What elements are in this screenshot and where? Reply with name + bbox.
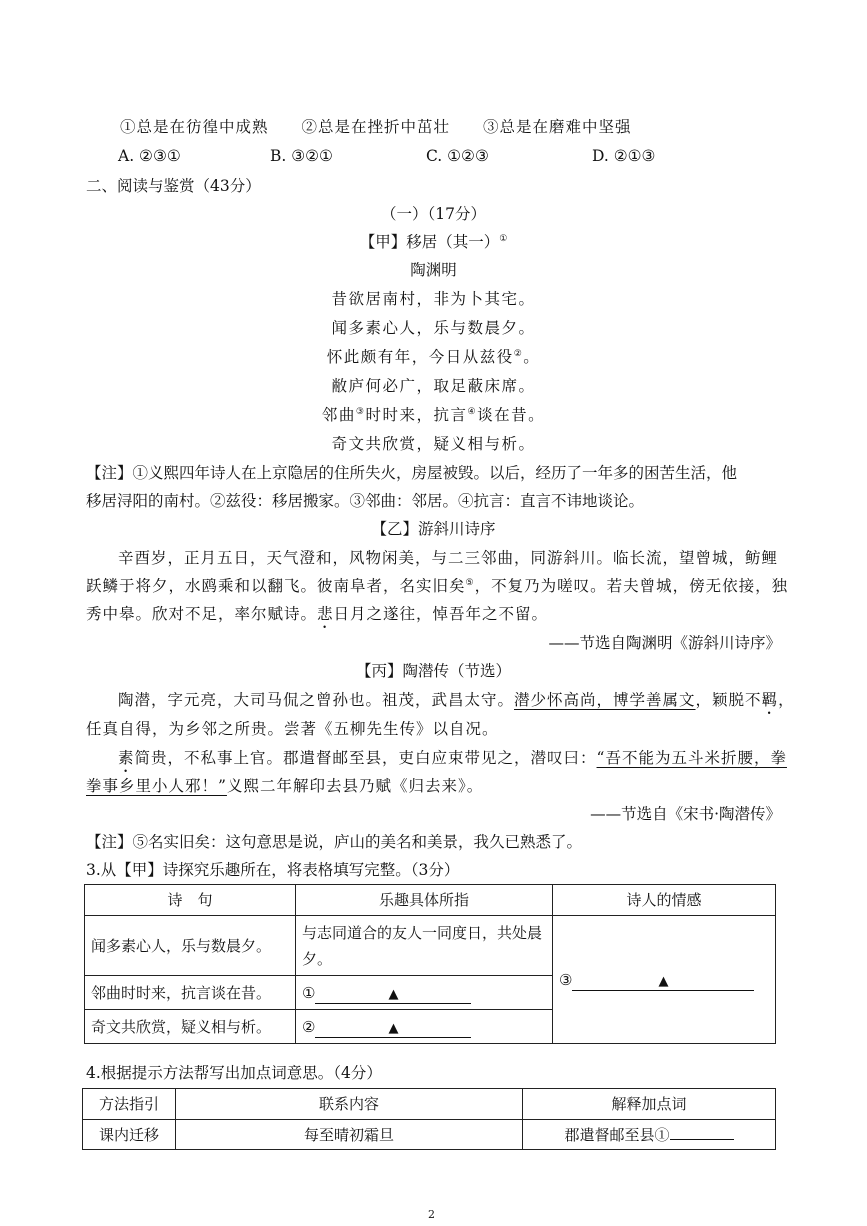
choice-d: D. ②①③ xyxy=(592,147,656,165)
triangle-icon: ▲ xyxy=(388,1020,399,1036)
q3-mark-1: ① xyxy=(302,983,316,1002)
q3-header-meaning: 乐趣具体所指 xyxy=(296,885,553,916)
section-heading: 二、阅读与鉴赏（43分） xyxy=(86,177,261,195)
q3-verse-3: 奇文共欣赏，疑义相与析。 xyxy=(85,1010,296,1044)
option-items: ①总是在彷徨中成熟 ②总是在挫折中茁壮 ③总是在磨难中坚强 xyxy=(120,118,632,136)
poem-title-note: ① xyxy=(499,233,508,244)
poem-line-3: 怀此颇有年，今日从兹役②。 xyxy=(326,348,541,366)
bing-dotted-word-1: 羁 xyxy=(761,691,779,709)
bing-line-1 xyxy=(118,689,795,718)
q3-meaning-3 xyxy=(296,1010,553,1044)
q3-header-emotion: 诗人的情感 xyxy=(553,885,776,916)
yi-line-2 xyxy=(86,575,788,597)
poem-line-5c: 谈在昔。 xyxy=(477,406,546,424)
q4-method: 课内迁移 xyxy=(83,1120,176,1150)
q4-blank[interactable] xyxy=(670,1139,734,1140)
poem-line-4: 敝庐何必广，取足蔽床席。 xyxy=(331,377,536,395)
choice-c: C. ①②③ xyxy=(426,147,489,165)
q4-content: 每至晴初霜旦 xyxy=(176,1120,523,1150)
bing-line-1c: ， xyxy=(778,691,795,709)
poem-mark-2: ② xyxy=(513,348,524,359)
yi-line-3b: 日月之遂往，悼吾年之不留。 xyxy=(333,605,549,623)
yi-mark-5: ⑤ xyxy=(465,577,475,588)
yi-dotted-word: 悲 xyxy=(317,605,334,623)
note-bing: 【注】⑤名实旧矣：这句意思是说，庐山的美名和美景，我久已熟悉了。 xyxy=(86,833,583,851)
page-number: 2 xyxy=(428,1208,435,1221)
triangle-icon: ▲ xyxy=(658,973,669,989)
bing-underline-3: 拳事乡里小人邪！” xyxy=(86,777,227,795)
yi-line-1: 辛酉岁，正月五日，天气澄和，风物闲美，与二三邻曲，同游斜川。临长流，望曾城，鲂鲤 xyxy=(118,549,779,567)
q3-emotion-cell xyxy=(553,916,776,1044)
bing-dotted-word-2: 素 xyxy=(118,749,135,767)
q4-explain-cell xyxy=(523,1120,776,1150)
q3-prompt: 3.从【甲】诗探究乐趣所在，将表格填写完整。（3分） xyxy=(86,861,460,879)
q3-table xyxy=(84,884,776,1044)
poem-line-5b: 时时来，抗言 xyxy=(365,406,468,424)
q3-blank-1[interactable] xyxy=(315,985,471,1004)
part-heading: （一）（17分） xyxy=(381,205,486,223)
choice-a: A. ②③① xyxy=(118,147,181,165)
poem-title xyxy=(0,231,867,253)
poem-line-2: 闻多素心人，乐与数晨夕。 xyxy=(331,319,536,337)
note-jia-line-2: 移居浔阳的南村。②兹役：移居搬家。③邻曲：邻居。④抗言：直言不讳地谈论。 xyxy=(86,492,645,510)
bing-line-1b: ，颖脱不 xyxy=(695,691,762,709)
poem-author: 陶渊明 xyxy=(410,261,457,279)
poem-line-5 xyxy=(0,404,867,426)
bing-line-3 xyxy=(118,747,787,776)
table-row xyxy=(83,1120,776,1150)
q3-blank-2[interactable] xyxy=(315,1019,471,1038)
bing-line-2: 任真自得，为乡邻之所贵。尝著《五柳先生传》以自况。 xyxy=(86,720,499,738)
q3-verse-1: 闻多素心人，乐与数晨夕。 xyxy=(85,916,296,976)
table-row xyxy=(85,916,776,976)
q4-explain: 郡遣督邮至县① xyxy=(564,1125,670,1144)
bing-title: 【丙】陶潜传（节选） xyxy=(355,662,511,680)
poem-line-1: 昔欲居南村，非为卜其宅。 xyxy=(331,290,536,308)
poem-line-6: 奇文共欣赏，疑义相与析。 xyxy=(331,435,536,453)
q3-meaning-1: 与志同道合的友人一同度日，共处晨夕。 xyxy=(296,916,553,976)
yi-source: ——节选自陶渊明《游斜川诗序》 xyxy=(548,634,781,652)
q4-header-explain: 解释加点词 xyxy=(523,1089,776,1120)
yi-line-2a: 跃鳞于将夕，水鸥乘和以翻飞。彼南阜者，名实旧矣 xyxy=(86,577,466,595)
q3-meaning-2 xyxy=(296,976,553,1010)
choice-b: B. ③②① xyxy=(270,147,333,165)
q4-header-method: 方法指引 xyxy=(83,1089,176,1120)
q3-emotion-mark: ③ xyxy=(559,970,573,989)
bing-line-3a: 简贵，不私事上官。郡遣督邮至县，吏白应束带见之，潜叹曰： xyxy=(134,749,597,767)
bing-source: ——节选自《宋书·陶潜传》 xyxy=(590,805,781,823)
q4-table xyxy=(82,1088,776,1150)
bing-underline-2: “吾不能为五斗米折腰，拳 xyxy=(596,749,787,767)
poem-line-3-text: 怀此颇有年，今日从兹役 xyxy=(326,348,514,366)
yi-line-3a: 秀中皋。欣对不足，率尔赋诗。 xyxy=(86,605,318,623)
q3-verse-2: 邻曲时时来，抗言谈在昔。 xyxy=(85,976,296,1010)
q3-mark-2: ② xyxy=(302,1017,316,1036)
q3-header-verse: 诗 句 xyxy=(85,885,296,916)
bing-underline-1: 潜少怀高尚，博学善属文 xyxy=(514,691,696,709)
triangle-icon: ▲ xyxy=(388,986,399,1002)
q3-emotion-blank[interactable] xyxy=(572,972,754,991)
yi-line-3 xyxy=(86,603,548,632)
poem-line-5a: 邻曲 xyxy=(321,406,356,424)
poem-mark-3: ③ xyxy=(355,406,366,417)
q4-prompt: 4.根据提示方法帮写出加点词意思。（4分） xyxy=(86,1064,382,1082)
poem-mark-4: ④ xyxy=(467,406,478,417)
note-jia-line-1: 【注】①义熙四年诗人在上京隐居的住所失火，房屋被毁。以后，经历了一年多的困苦生活，他 xyxy=(86,464,738,482)
bing-line-4 xyxy=(86,775,483,797)
bing-line-4b: 义熙二年解印去县乃赋《归去来》。 xyxy=(226,777,484,795)
bing-line-1a: 陶潜，字元亮，大司马侃之曾孙也。祖茂，武昌太守。 xyxy=(118,691,515,709)
poem-title-text: 【甲】移居（其一） xyxy=(359,233,500,251)
yi-title: 【乙】游斜川诗序 xyxy=(371,520,496,538)
q4-header-content: 联系内容 xyxy=(176,1089,523,1120)
yi-line-2b: ，不复乃为嗟叹。若夫曾城，傍无依接，独 xyxy=(474,577,789,595)
